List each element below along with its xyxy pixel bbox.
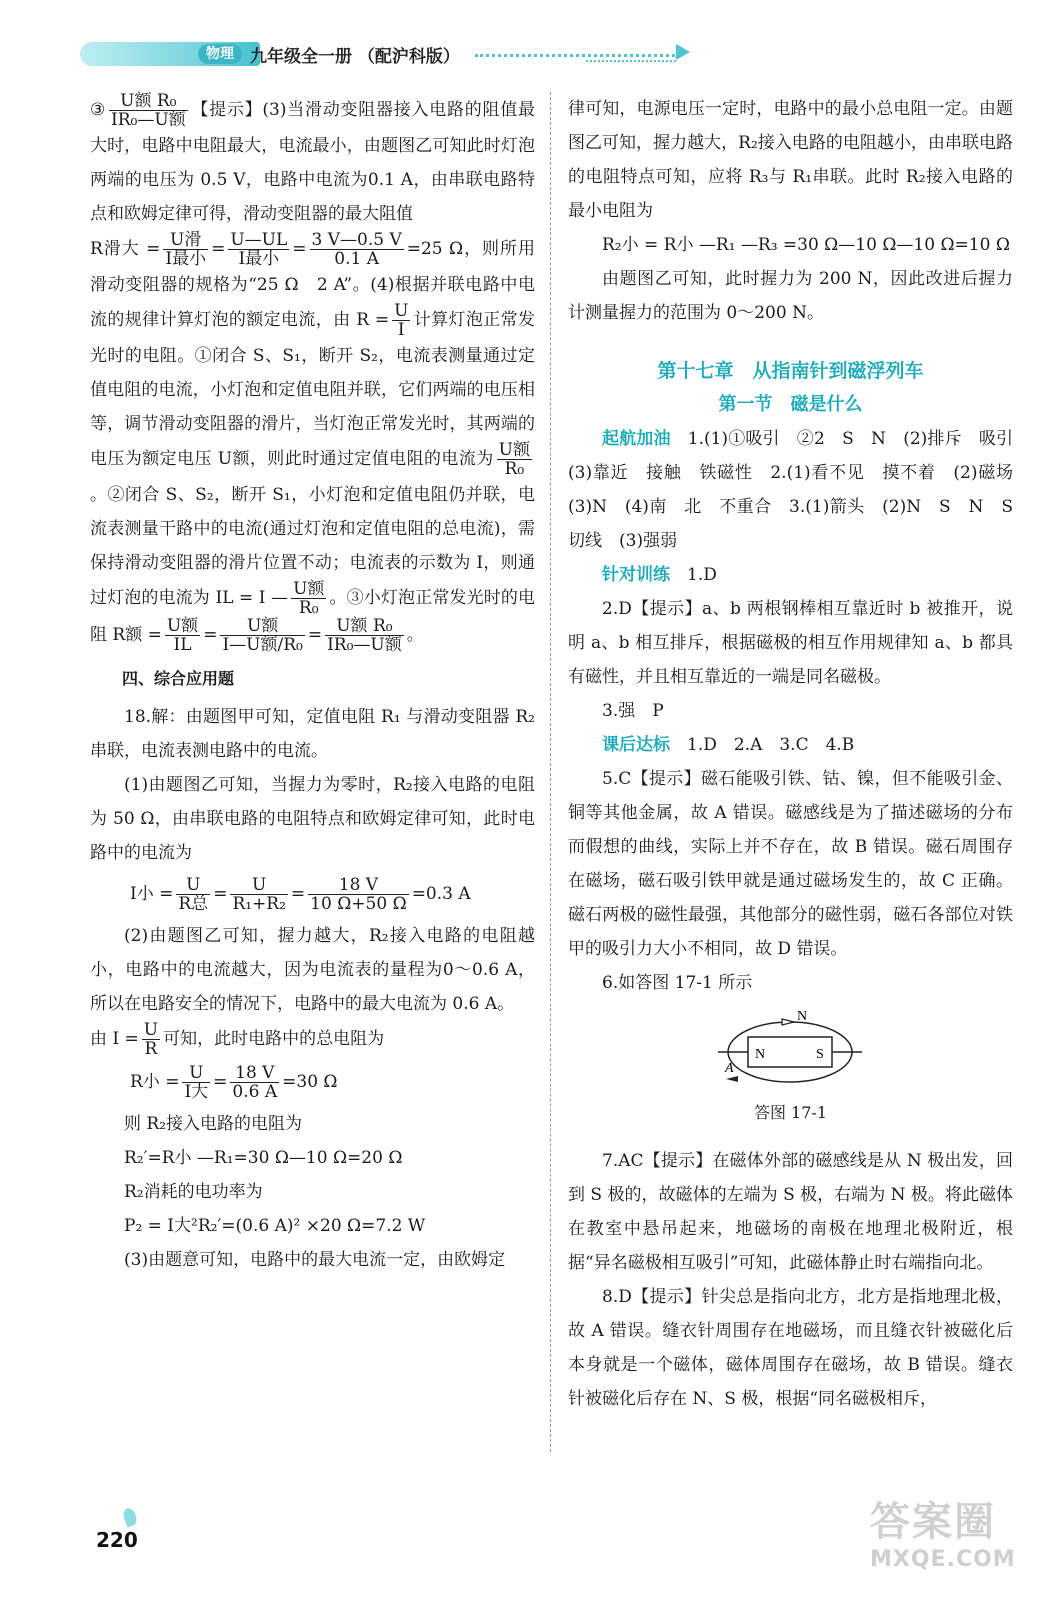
- zhendui-label: 针对训练: [602, 565, 670, 585]
- magnet-diagram: [568, 1006, 1013, 1094]
- kehou-answers: 课后达标 1.D 2.A 3.C 4.B: [602, 735, 855, 755]
- answer-6: 6.如答图 17-1 所示: [602, 973, 753, 993]
- q18-power-intro: R₂消耗的电功率为: [124, 1182, 263, 1202]
- watermark-url: MXQE.COM: [870, 1547, 1016, 1572]
- answer-7: 7.AC【提示】在磁体外部的磁感线是从 N 极出发，回到 S 极的，故磁体的左端为 S 极，右端为 N 极。将此磁体在教室中悬吊起来，地磁场的南极在地理北极附近，根据“异名磁极相互吸引”可知，此磁体静止时右端指向北。: [568, 1151, 1013, 1273]
- answer-3: 3.强 P: [602, 701, 664, 721]
- left-column: [90, 92, 535, 1277]
- figure-caption: 答图 17-1: [753, 1103, 828, 1122]
- needle-label-n: N: [797, 1009, 808, 1024]
- page-number-decoration: [121, 1506, 138, 1527]
- answer-17-continued: R滑大 = $\frac{\text{U滑}}{\text{I最小}}$ = $\frac{U—UL}{\text{I最小}}$ = $\frac{3 V—0.5 V}{0.1 A}$ =25 Ω，则所用滑动变阻器的规格为“25 Ω 2 A”。(4)根据并联电路中电流的规律计算灯泡的额定电流，由 R = $\frac{U}{I}$ 计算灯泡正常发光时的电阻。①闭合 S、S₁，断开 S₂，电流表测量通过定值电阻的电流，小灯泡和定值电阻并联，它们两端的电压相等，调节滑动变阻器的滑片，当灯泡正常发光时，其两端的电压为额定电压 U额，则此时通过定值电阻的电流为 $\frac{\text{U额}}{\text{R₀}}$ 。②闭合 S、S₂，断开 S₁，小灯泡和定值电阻仍并联，电流表测量干路中的电流(通过灯泡和定值电阻的总电流)，需保持滑动变阻器的滑片位置不动；电流表的示数为 I，则通过灯泡的电流为 IL = I — $\frac{\text{U额}}{\text{R₀}}$ 。③小灯泡正常发光时的电阻 R额 = $\frac{\text{U额}}{IL}$ = $\frac{\text{U额}}{\text{I—U额/R₀}}$ = $\frac{\text{U额 R₀}}{\text{IR₀—U额}}$ 。: [90, 230, 536, 655]
- q18-conclusion: 由题图乙可知，此时握力为 200 N，因此改进后握力计测量握力的范围为 0～200 N。: [568, 269, 1013, 323]
- q18-part1: (1)由题图乙可知，当握力为零时，R₂接入电路的电阻为 50 Ω，由串联电路的电阻特点和欧姆定律可知，此时电路中的电流为: [90, 775, 535, 863]
- magnet-figure: [568, 1006, 1013, 1094]
- watermark-logo: [870, 1490, 1035, 1590]
- q18-part3-cont: 律可知，电源电压一定时，电路中的最小总电阻一定。由题图乙可知，握力越大，R₂接入电路的电阻越小，由串联电路的电阻特点可知，应将 R₃与 R₁串联。此时 R₂接入电路的最小电阻为: [568, 99, 1013, 221]
- arrow-icon: [726, 1076, 738, 1082]
- magnet-label-s: S: [816, 1047, 824, 1062]
- equation-3: R₂′=R小 —R₁=30 Ω—10 Ω=20 Ω: [124, 1148, 403, 1168]
- watermark-text: 答案圈: [870, 1499, 996, 1545]
- equation-4: P₂ = I大²R₂′=(0.6 A)² ×20 Ω=7.2 W: [124, 1216, 426, 1236]
- compass-needle-icon: [782, 1019, 794, 1025]
- qihang-answers: 起航加油 1.(1)①吸引 ②2 S N (2)排斥 吸引 (3)靠近 接触 铁磁性 2.(1)看不见 摸不着 (2)磁场 (3)N (4)南 北 不重合 3.(1)箭头 (2)N S N S 切线 (3)强弱: [568, 429, 1031, 551]
- book-title: 九年级全一册 （配沪科版）: [250, 47, 460, 67]
- equation-1: I小 = $\frac{U}{\text{R总}}$ = $\frac{U}{\text{R₁+R₂}}$ = $\frac{18 V}{10 \Omega+50 \Omega}$ =0.3 A: [130, 875, 471, 914]
- kehou-label: 课后达标: [602, 735, 670, 755]
- fraction: $\frac{\text{U额 R₀}}{\text{IR₀—U额}}$: [111, 91, 186, 130]
- section-title: 第一节 磁是什么: [718, 394, 863, 415]
- page-number: 220: [96, 1528, 138, 1552]
- zhendui-answers: 针对训练 1.D: [602, 565, 717, 585]
- answer-5: 5.C【提示】磁石能吸引铁、钴、镍，但不能吸引金、铜等其他金属，故 A 错误。磁感线是为了描述磁场的分布而假想的曲线，实际上并不存在，故 B 错误。磁石周围存在磁场，磁石吸引铁甲就是通过磁场发生的，故 C 正确。磁石两极的磁性最强，其他部分的磁性弱，磁石各部位对铁甲的吸引力大小不相同，故 D 错误。: [568, 769, 1013, 959]
- q18-r2-intro: 则 R₂接入电路的电阻为: [124, 1114, 303, 1134]
- column-divider: [550, 92, 551, 1452]
- section-heading: 四、综合应用题: [122, 669, 235, 688]
- right-column: [568, 92, 1031, 1416]
- q18-part3: (3)由题意可知，电路中的最大电流一定，由欧姆定: [124, 1250, 506, 1270]
- point-label-a: A: [725, 1061, 734, 1076]
- subject-badge: 物理: [198, 44, 242, 64]
- q18-part2-cont: 由 I = $\frac{U}{R}$ 可知，此时电路中的总电阻为: [90, 1020, 385, 1059]
- answer-8: 8.D【提示】针尖总是指向北方，北方是指地理北极，故 A 错误。缝衣针周围存在地磁场，而且缝衣针被磁化后本身就是一个磁体，磁体周围存在磁场，故 B 错误。缝衣针被磁化后存在 N、S 极，根据“同名磁极相斥，: [568, 1287, 1013, 1409]
- q18-intro: 18.解：由题图甲可知，定值电阻 R₁ 与滑动变阻器 R₂ 串联，电流表测电路中的电流。: [90, 707, 535, 761]
- answer-2: 2.D【提示】a、b 两根钢棒相互靠近时 b 被推开，说明 a、b 相互排斥，根据磁极的相互作用规律知 a、b 都具有磁性，并且相互靠近的一端是同名磁极。: [568, 599, 1013, 687]
- header-dotted-line-2: [586, 60, 676, 65]
- qihang-label: 起航加油: [602, 429, 671, 449]
- equation-2: R小 = $\frac{U}{\text{I大}}$ = $\frac{18 V}{0.6 A}$ =30 Ω: [130, 1063, 338, 1102]
- magnet-label-n: N: [755, 1047, 766, 1062]
- header-arrow-icon: [676, 44, 690, 60]
- page-header: [80, 38, 720, 78]
- q18-part2: (2)由题图乙可知，握力越大，R₂接入电路的电阻越小，电路中的电流越大，因为电流表的量程为0～0.6 A，所以在电路安全的情况下，电路中的最大电流为 0.6 A。: [90, 926, 535, 1014]
- equation-5: R₂小 = R小 —R₁ —R₃ =30 Ω—10 Ω—10 Ω=10 Ω: [602, 235, 1010, 255]
- chapter-title: 第十七章 从指南针到磁浮列车: [657, 360, 924, 382]
- answer-17-3-4: ③ $\frac{\text{U额 R₀}}{\text{IR₀—U额}}$ 【提示】(3)当滑动变阻器接入电路的阻值最大时，电路中电阻最大，电流最小，由题图乙可知此时灯泡两端的电压为 0.5 V，电路中电流为0.1 A，由串联电路特点和欧姆定律可得，滑动变阻器的最大阻值: [90, 91, 535, 224]
